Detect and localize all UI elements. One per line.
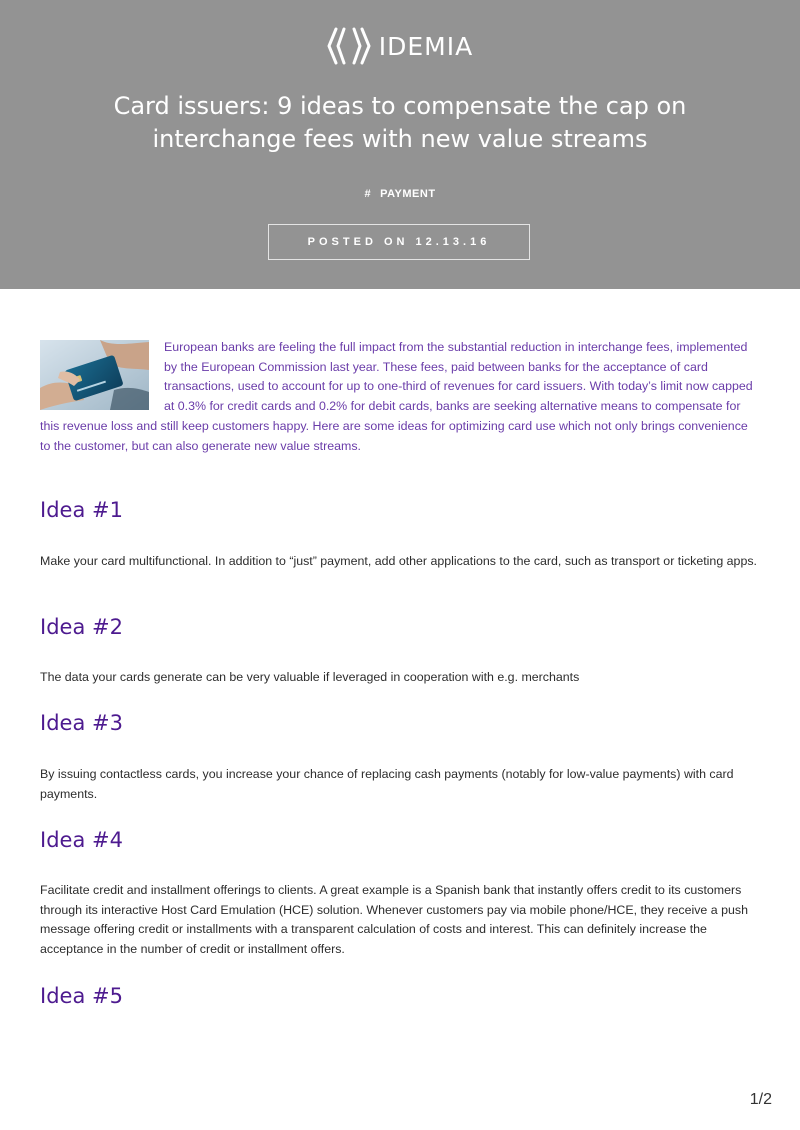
hash-icon: #	[364, 188, 372, 200]
header-banner	[0, 0, 800, 289]
idea-1-text: Make your card multifunctional. In addition to “just” payment, add other applications to the card, such as transport or ticketing apps.	[40, 554, 757, 568]
idea-2-heading: Idea #2	[40, 615, 123, 639]
idemia-logo-icon	[327, 27, 371, 65]
page-number: 1/2	[749, 1091, 772, 1108]
intro-text: European banks are feeling the full impact from the substantial reduction in interchange fees, implemented by the European Commission last year. These fees, paid between banks for the acceptance of card transactions, used to account for up to one-third of revenues for card issuers. With today’s limit now capped at 0.3% for credit cards and 0.2% for debit cards, banks are seeking alternative means to compensate for this revenue loss and still keep customers happy. Here are some ideas for optimizing card use which not only brings convenience to the customer, but can also generate new value streams.	[40, 340, 753, 453]
posted-date-box: POSTED ON 12.13.16	[268, 224, 530, 260]
card-payment-image	[40, 340, 149, 410]
page-title: Card issuers: 9 ideas to compensate the cap on interchange fees with new value streams	[113, 92, 687, 153]
category-tag-label: PAYMENT	[380, 188, 436, 200]
idea-4-heading: Idea #4	[40, 828, 123, 852]
idea-2-text: The data your cards generate can be very valuable if leveraged in cooperation with e.g. merchants	[40, 670, 580, 684]
idemia-logo[interactable]	[0, 26, 800, 66]
intro-paragraph	[40, 338, 760, 456]
idea-3-heading: Idea #3	[40, 711, 123, 735]
category-tag[interactable]	[0, 188, 800, 200]
idea-3-text: By issuing contactless cards, you increase your chance of replacing cash payments (notably for low-value payments) with card payments.	[40, 767, 734, 801]
idea-4-text: Facilitate credit and installment offerings to clients. A great example is a Spanish bank that instantly offers credit to its customers through its interactive Host Card Emulation (HCE) solution. Whenever customers pay via mobile phone/HCE, they receive a push message offering credit or installments with a transparent calculation of costs and interest. This can definitely increase the acceptance in the number of credit or installment offers.	[40, 883, 748, 957]
idea-1-heading: Idea #1	[40, 498, 123, 522]
idea-5-heading: Idea #5	[40, 984, 123, 1008]
logo-text: IDEMIA	[378, 31, 474, 61]
article-body	[40, 338, 760, 1008]
